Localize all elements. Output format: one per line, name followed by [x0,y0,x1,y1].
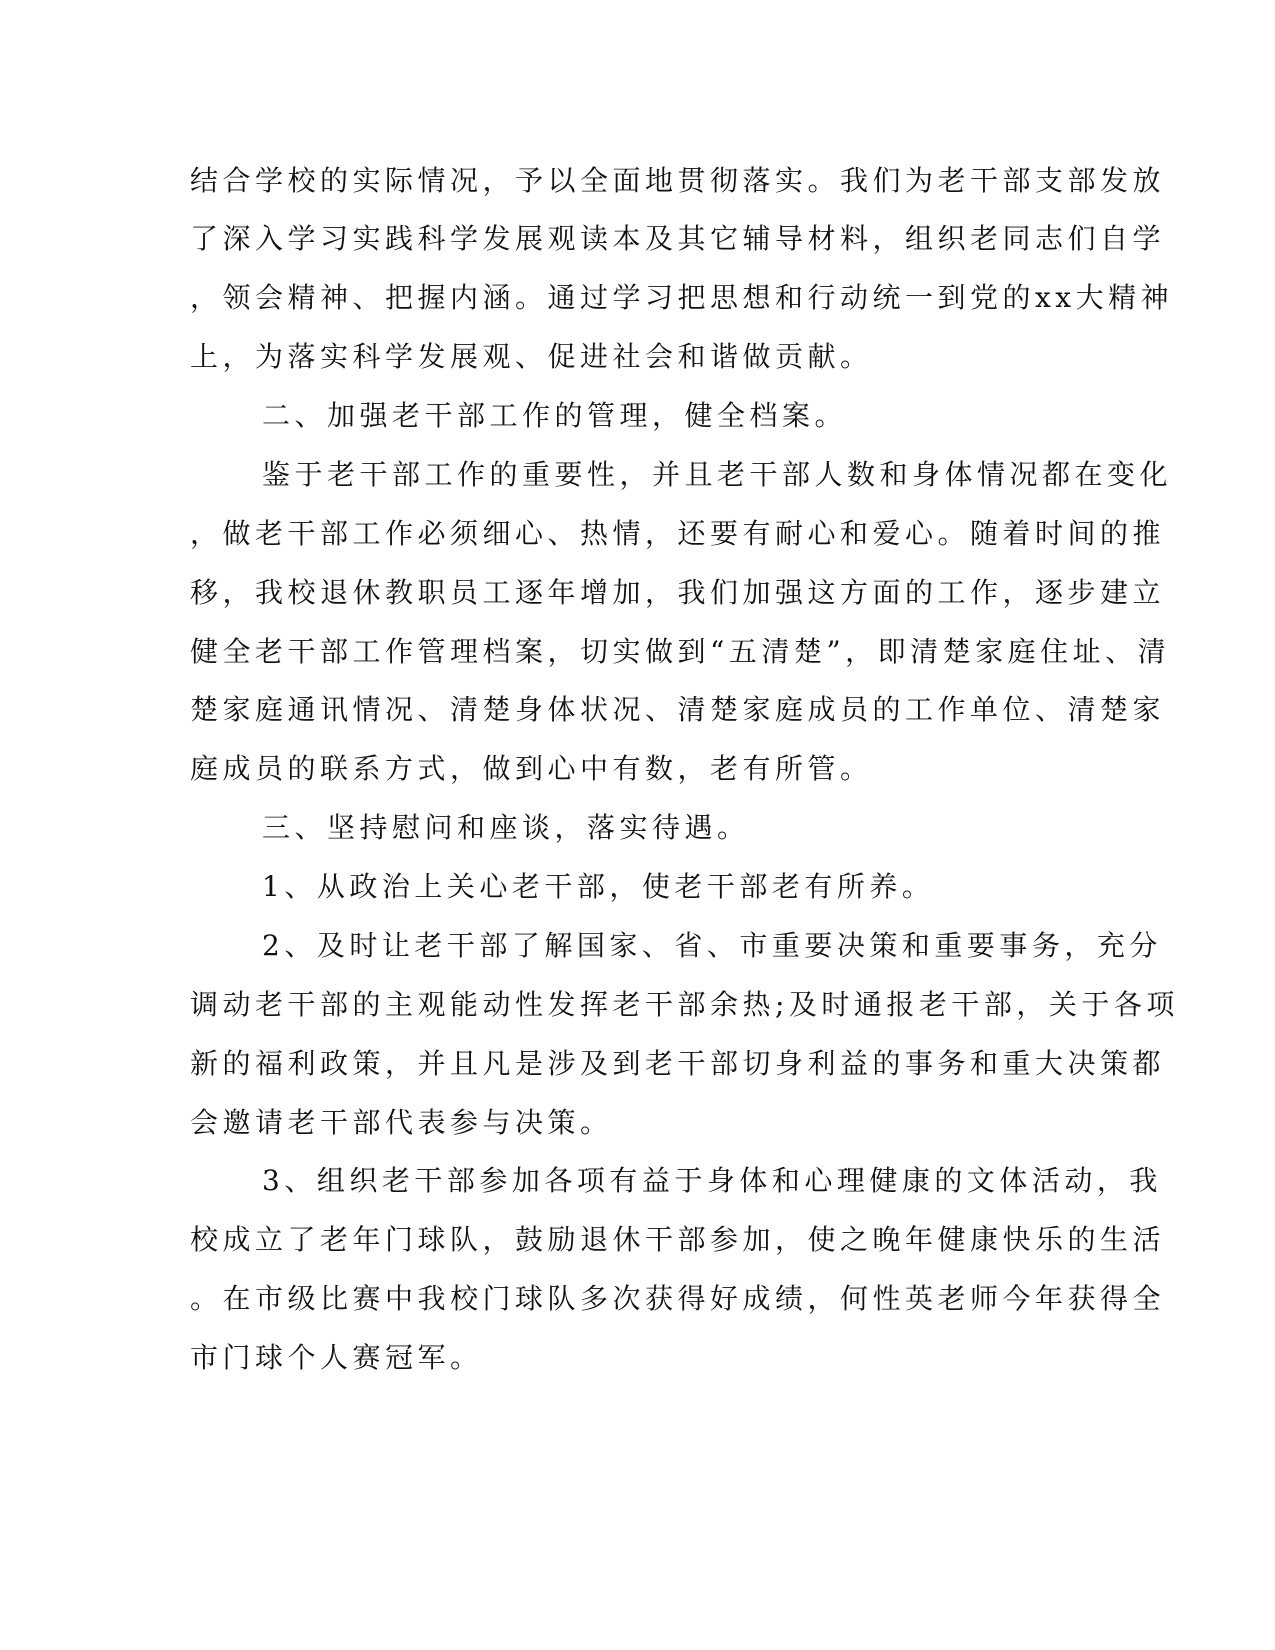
section-heading: 二、加强老干部工作的管理，健全档案。 [262,399,848,432]
text-line: 1、从政治上关心老干部，使老干部老有所养。 [262,870,935,903]
text-line: 鉴于老干部工作的重要性，并且老干部人数和身体情况都在变化 [262,458,1173,491]
text-line: 校成立了老年门球队，鼓励退休干部参加，使之晚年健康快乐的生活 [190,1223,1166,1256]
section-heading: 三、坚持慰问和座谈，落实待遇。 [262,811,750,844]
text-line: 新的福利政策，并且凡是涉及到老干部切身利益的事务和重大决策都 [190,1047,1166,1080]
text-line: 健全老干部工作管理档案，切实做到“五清楚”，即清楚家庭住址、清 [190,635,1171,668]
text-line: ，领会精神、把握内涵。通过学习把思想和行动统一到党的xx大精神 [190,281,1174,314]
text-line: 庭成员的联系方式，做到心中有数，老有所管。 [190,752,873,785]
text-line: 市门球个人赛冠军。 [190,1341,483,1374]
text-line: 结合学校的实际情况，予以全面地贯彻落实。我们为老干部支部发放 [190,164,1166,197]
text-line: ，做老干部工作必须细心、热情，还要有耐心和爱心。随着时间的推 [190,517,1166,550]
text-line: 移，我校退休教职员工逐年增加，我们加强这方面的工作，逐步建立 [190,576,1166,609]
text-line: 2、及时让老干部了解国家、省、市重要决策和重要事务，充分 [262,929,1162,962]
text-line: 了深入学习实践科学发展观读本及其它辅导材料，组织老同志们自学 [190,222,1166,255]
text-line: 3、组织老干部参加各项有益于身体和心理健康的文体活动，我 [262,1164,1162,1197]
text-line: 调动老干部的主观能动性发挥老干部余热;及时通报老干部，关于各项 [190,988,1179,1021]
text-line: 。在市级比赛中我校门球队多次获得好成绩，何性英老师今年获得全 [190,1282,1166,1315]
text-line: 楚家庭通讯情况、清楚身体状况、清楚家庭成员的工作单位、清楚家 [190,693,1166,726]
text-line: 会邀请老干部代表参与决策。 [190,1106,613,1139]
text-line: 上，为落实科学发展观、促进社会和谐做贡献。 [190,340,873,373]
